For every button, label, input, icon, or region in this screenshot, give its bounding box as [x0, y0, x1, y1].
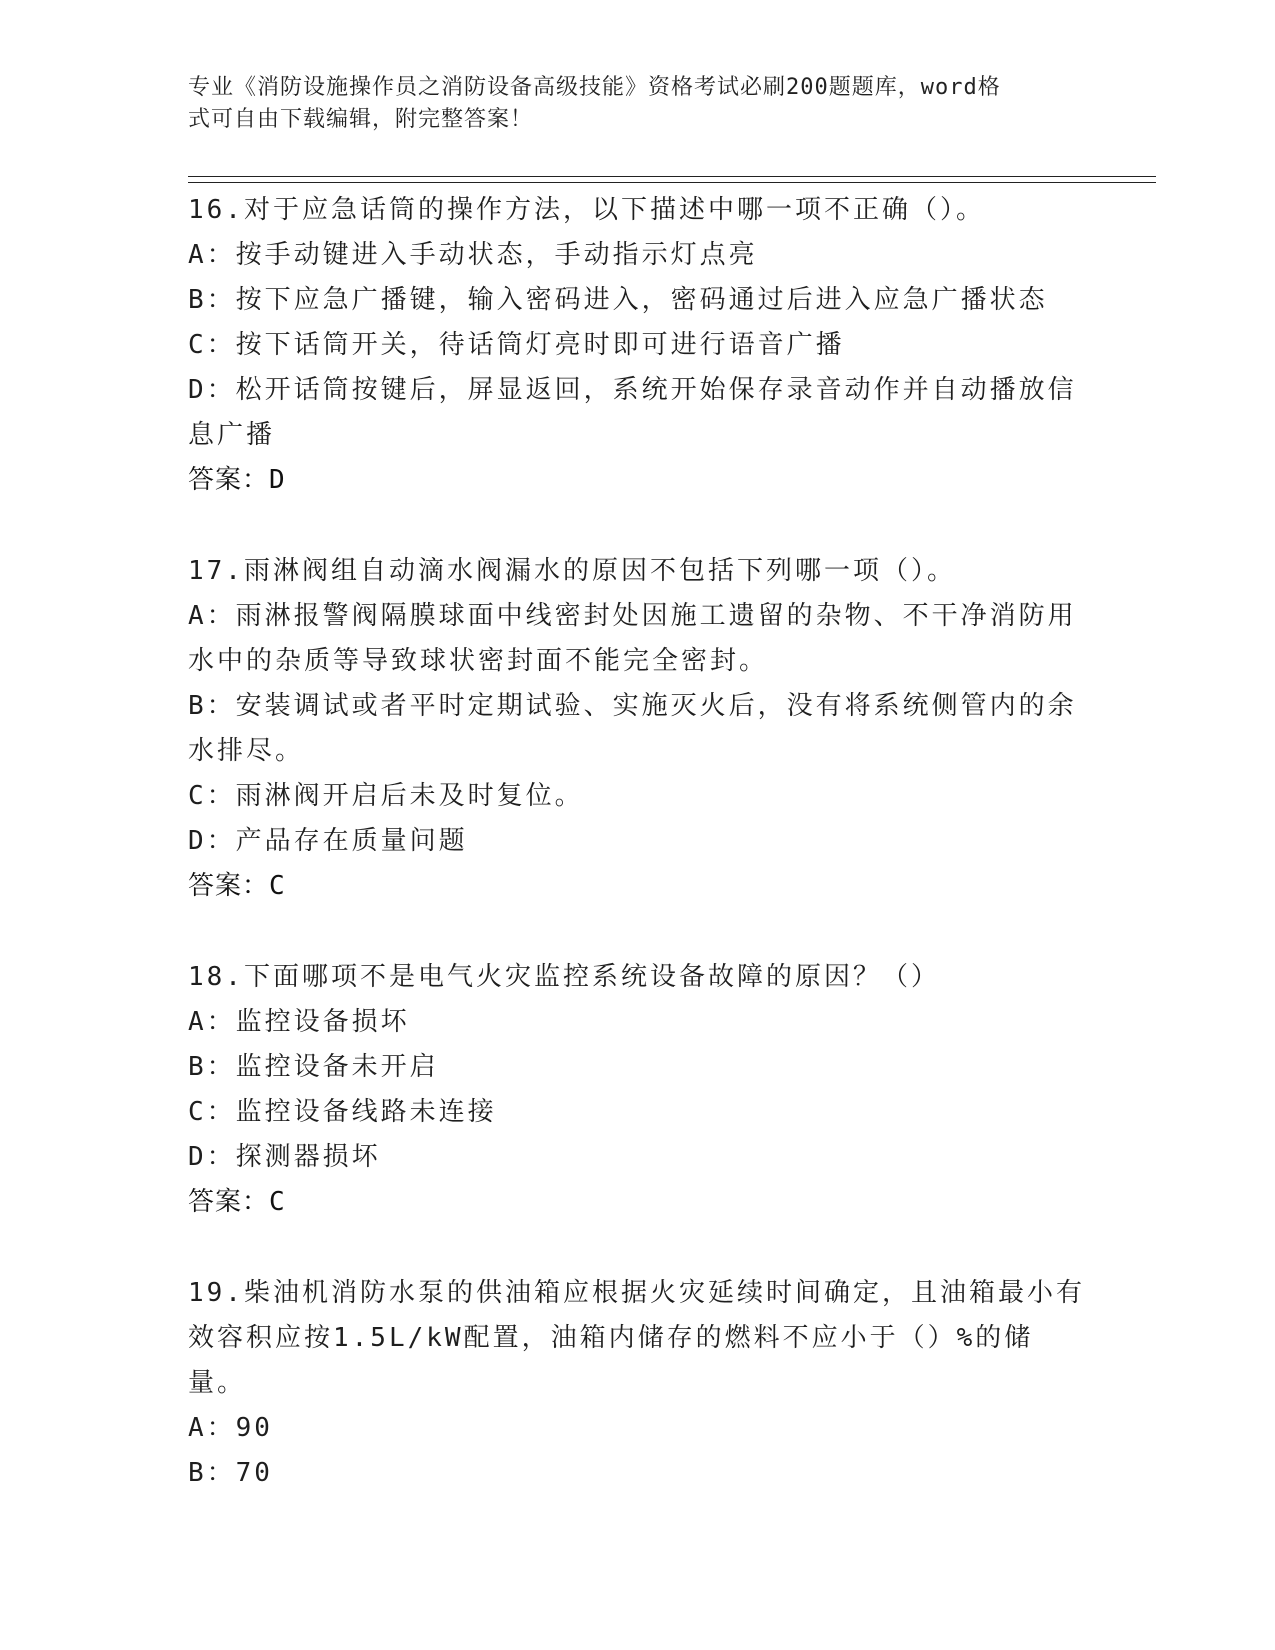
option-d-continued: 息广播 [188, 420, 276, 450]
answer [188, 864, 1088, 909]
question-list [188, 188, 1088, 1542]
option-a: A：按手动键进入手动状态，手动指示灯点亮 [188, 240, 758, 270]
option-a: A：监控设备损坏 [188, 1007, 410, 1037]
header-divider-bottom [188, 182, 1156, 183]
option-a: A：雨淋报警阀隔膜球面中线密封处因施工遗留的杂物、不干净消防用 [188, 601, 1077, 631]
header-line-1: 专业《消防设施操作员之消防设备高级技能》资格考试必刷200题题库，word格 [188, 75, 1001, 100]
answer-label: 答案： [188, 465, 270, 495]
option-a: A：90 [188, 1413, 273, 1443]
question-text: 19.柴油机消防水泵的供油箱应根据火灾延续时间确定，且油箱最小有 [188, 1278, 1085, 1308]
answer-label: 答案： [188, 871, 270, 901]
question-text: 17.雨淋阀组自动滴水阀漏水的原因不包括下列哪一项（）。 [188, 556, 956, 586]
document-header [188, 72, 1068, 136]
option-b: B：监控设备未开启 [188, 1052, 439, 1082]
question-16 [188, 188, 1088, 503]
question-18 [188, 955, 1088, 1225]
answer [188, 1180, 1088, 1225]
option-b: B：按下应急广播键，输入密码进入，密码通过后进入应急广播状态 [188, 285, 1048, 315]
header-line-2: 式可自由下载编辑，附完整答案！ [188, 107, 534, 132]
answer-value: C [269, 871, 286, 901]
question-text: 16.对于应急话筒的操作方法，以下描述中哪一项不正确（）。 [188, 195, 985, 225]
option-c: C：监控设备线路未连接 [188, 1097, 497, 1127]
option-b: B：70 [188, 1458, 273, 1488]
option-d: D：产品存在质量问题 [188, 826, 468, 856]
question-17 [188, 549, 1088, 909]
answer-value: C [269, 1187, 286, 1217]
option-d: D：松开话筒按键后，屏显返回，系统开始保存录音动作并自动播放信 [188, 375, 1077, 405]
option-b-continued: 水排尽。 [188, 736, 305, 766]
option-c: C：雨淋阀开启后未及时复位。 [188, 781, 584, 811]
question-text: 18.下面哪项不是电气火灾监控系统设备故障的原因？（） [188, 962, 940, 992]
option-d: D：探测器损坏 [188, 1142, 381, 1172]
option-b: B：安装调试或者平时定期试验、实施灭火后，没有将系统侧管内的余 [188, 691, 1077, 721]
answer [188, 458, 1088, 503]
option-a-continued: 水中的杂质等导致球状密封面不能完全密封。 [188, 646, 769, 676]
question-19 [188, 1271, 1088, 1496]
question-text-continued: 效容积应按1.5L/kW配置，油箱内储存的燃料不应小于（）%的储量。 [188, 1323, 1034, 1398]
header-divider-top [188, 176, 1156, 177]
option-c: C：按下话筒开关，待话筒灯亮时即可进行语音广播 [188, 330, 845, 360]
answer-value: D [269, 465, 286, 495]
answer-label: 答案： [188, 1187, 270, 1217]
